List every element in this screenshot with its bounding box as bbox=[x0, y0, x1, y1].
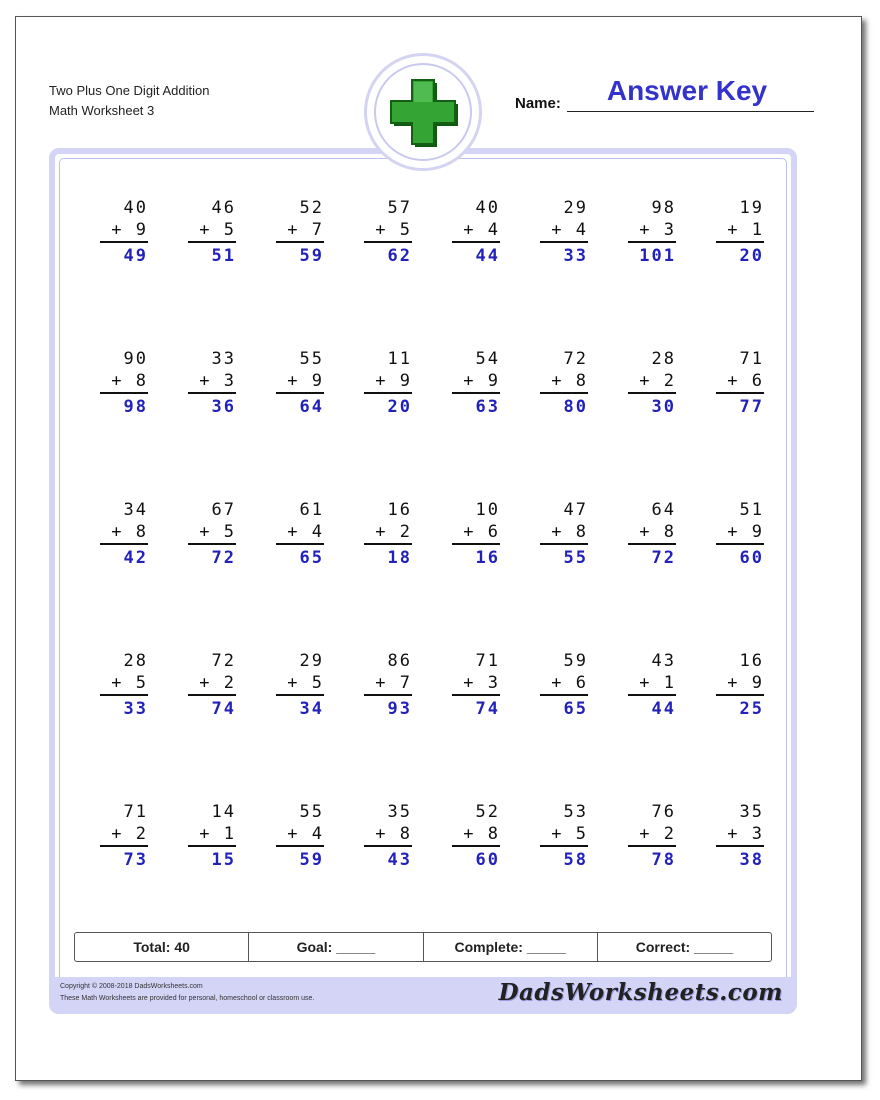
score-goal: Goal: _____ bbox=[249, 933, 423, 961]
addend-top: 67 bbox=[211, 500, 236, 520]
addend-bottom: + 2 bbox=[100, 823, 148, 847]
name-label: Name: bbox=[515, 95, 561, 112]
addition-problem bbox=[276, 197, 324, 267]
addend-top: 52 bbox=[299, 198, 324, 218]
addend-bottom: + 6 bbox=[540, 672, 588, 696]
addend-top: 72 bbox=[211, 651, 236, 671]
addend-bottom: + 1 bbox=[188, 823, 236, 847]
addend-bottom: + 3 bbox=[628, 219, 676, 243]
addend-bottom: + 4 bbox=[540, 219, 588, 243]
answer: 20 bbox=[387, 397, 412, 417]
addition-problem bbox=[628, 801, 676, 871]
addend-bottom: + 3 bbox=[188, 370, 236, 394]
answer: 77 bbox=[739, 397, 764, 417]
addition-problem bbox=[188, 499, 236, 569]
green-plus-icon bbox=[381, 70, 465, 154]
answer: 42 bbox=[123, 548, 148, 568]
addend-top: 46 bbox=[211, 198, 236, 218]
addend-bottom: + 8 bbox=[540, 521, 588, 545]
addition-problem bbox=[452, 801, 500, 871]
score-complete: Complete: _____ bbox=[424, 933, 598, 961]
answer: 55 bbox=[563, 548, 588, 568]
addend-top: 33 bbox=[211, 349, 236, 369]
answer: 33 bbox=[123, 699, 148, 719]
answer-key-text: Answer Key bbox=[606, 75, 768, 106]
addend-top: 72 bbox=[563, 349, 588, 369]
addend-bottom: + 5 bbox=[188, 521, 236, 545]
addend-top: 57 bbox=[387, 198, 412, 218]
answer: 36 bbox=[211, 397, 236, 417]
addition-problem bbox=[452, 197, 500, 267]
addend-bottom: + 8 bbox=[540, 370, 588, 394]
addend-top: 86 bbox=[387, 651, 412, 671]
addition-problem bbox=[628, 499, 676, 569]
problems-frame bbox=[49, 148, 797, 1014]
addend-bottom: + 8 bbox=[452, 823, 500, 847]
addend-top: 71 bbox=[123, 802, 148, 822]
problems-frame-inner bbox=[59, 158, 787, 1004]
answer: 80 bbox=[563, 397, 588, 417]
addend-top: 35 bbox=[387, 802, 412, 822]
addition-problem bbox=[276, 801, 324, 871]
addend-top: 29 bbox=[563, 198, 588, 218]
addition-problem bbox=[100, 348, 148, 418]
addition-problem bbox=[188, 801, 236, 871]
addend-top: 35 bbox=[739, 802, 764, 822]
addition-problem bbox=[188, 650, 236, 720]
answer: 58 bbox=[563, 850, 588, 870]
addend-bottom: + 4 bbox=[276, 823, 324, 847]
answer: 38 bbox=[739, 850, 764, 870]
worksheet-title bbox=[49, 81, 209, 121]
answer: 20 bbox=[739, 246, 764, 266]
addend-top: 34 bbox=[123, 500, 148, 520]
answer: 74 bbox=[475, 699, 500, 719]
answer: 60 bbox=[739, 548, 764, 568]
addend-bottom: + 3 bbox=[716, 823, 764, 847]
answer: 60 bbox=[475, 850, 500, 870]
logo-badge bbox=[364, 53, 482, 171]
addend-bottom: + 8 bbox=[100, 521, 148, 545]
copyright-line-2: These Math Worksheets are provided for personal, homeschool or classroom use. bbox=[60, 995, 315, 1002]
addend-bottom: + 5 bbox=[276, 672, 324, 696]
addition-problem bbox=[100, 499, 148, 569]
addition-problem bbox=[452, 650, 500, 720]
answer: 34 bbox=[299, 699, 324, 719]
addend-bottom: + 9 bbox=[716, 672, 764, 696]
addend-top: 52 bbox=[475, 802, 500, 822]
answer: 73 bbox=[123, 850, 148, 870]
addition-problem bbox=[716, 197, 764, 267]
addition-problem bbox=[452, 348, 500, 418]
addition-problem bbox=[276, 499, 324, 569]
title-line-1: Two Plus One Digit Addition bbox=[49, 83, 210, 98]
addend-top: 55 bbox=[299, 802, 324, 822]
answer: 65 bbox=[299, 548, 324, 568]
addend-bottom: + 3 bbox=[452, 672, 500, 696]
addition-problem bbox=[716, 348, 764, 418]
addition-problem bbox=[452, 499, 500, 569]
addition-problem bbox=[364, 801, 412, 871]
addend-bottom: + 6 bbox=[716, 370, 764, 394]
addend-top: 16 bbox=[739, 651, 764, 671]
addend-bottom: + 2 bbox=[628, 823, 676, 847]
addition-problem bbox=[716, 801, 764, 871]
addend-bottom: + 1 bbox=[628, 672, 676, 696]
addend-bottom: + 2 bbox=[188, 672, 236, 696]
answer: 93 bbox=[387, 699, 412, 719]
addend-bottom: + 4 bbox=[452, 219, 500, 243]
brand-logo: DadsWorksheets.com bbox=[498, 979, 783, 1006]
addend-bottom: + 5 bbox=[188, 219, 236, 243]
addition-problem bbox=[540, 348, 588, 418]
answer: 62 bbox=[387, 246, 412, 266]
addend-bottom: + 9 bbox=[452, 370, 500, 394]
addend-top: 76 bbox=[651, 802, 676, 822]
addend-top: 71 bbox=[475, 651, 500, 671]
addend-bottom: + 6 bbox=[452, 521, 500, 545]
addend-top: 28 bbox=[123, 651, 148, 671]
addend-top: 43 bbox=[651, 651, 676, 671]
addend-bottom: + 1 bbox=[716, 219, 764, 243]
answer: 49 bbox=[123, 246, 148, 266]
addend-top: 54 bbox=[475, 349, 500, 369]
addend-top: 53 bbox=[563, 802, 588, 822]
addition-problem bbox=[628, 650, 676, 720]
answer: 65 bbox=[563, 699, 588, 719]
addition-problem bbox=[540, 801, 588, 871]
footer-bar bbox=[49, 977, 797, 1014]
answer: 59 bbox=[299, 850, 324, 870]
addend-top: 47 bbox=[563, 500, 588, 520]
score-table bbox=[74, 932, 772, 962]
addend-top: 40 bbox=[123, 198, 148, 218]
addend-top: 98 bbox=[651, 198, 676, 218]
addend-top: 29 bbox=[299, 651, 324, 671]
answer: 44 bbox=[651, 699, 676, 719]
addend-top: 28 bbox=[651, 349, 676, 369]
title-line-2: Math Worksheet 3 bbox=[49, 103, 155, 118]
answer: 51 bbox=[211, 246, 236, 266]
answer: 59 bbox=[299, 246, 324, 266]
addend-top: 55 bbox=[299, 349, 324, 369]
answer: 72 bbox=[651, 548, 676, 568]
answer: 74 bbox=[211, 699, 236, 719]
addend-bottom: + 7 bbox=[276, 219, 324, 243]
addend-top: 90 bbox=[123, 349, 148, 369]
addition-problem bbox=[628, 348, 676, 418]
addition-problem bbox=[364, 650, 412, 720]
answer: 101 bbox=[639, 246, 676, 266]
addend-top: 10 bbox=[475, 500, 500, 520]
addend-top: 19 bbox=[739, 198, 764, 218]
addition-problem bbox=[188, 348, 236, 418]
answer: 43 bbox=[387, 850, 412, 870]
answer: 63 bbox=[475, 397, 500, 417]
addend-bottom: + 7 bbox=[364, 672, 412, 696]
answer: 33 bbox=[563, 246, 588, 266]
addend-top: 16 bbox=[387, 500, 412, 520]
addend-bottom: + 9 bbox=[276, 370, 324, 394]
addition-problem bbox=[540, 499, 588, 569]
addition-problem bbox=[188, 197, 236, 267]
addition-problem bbox=[276, 348, 324, 418]
addition-problem bbox=[716, 499, 764, 569]
answer: 44 bbox=[475, 246, 500, 266]
addend-bottom: + 4 bbox=[276, 521, 324, 545]
addition-problem bbox=[716, 650, 764, 720]
addend-bottom: + 9 bbox=[100, 219, 148, 243]
addend-top: 51 bbox=[739, 500, 764, 520]
answer: 15 bbox=[211, 850, 236, 870]
answer: 30 bbox=[651, 397, 676, 417]
score-total: Total: 40 bbox=[75, 933, 249, 961]
addition-problem bbox=[364, 499, 412, 569]
addition-problem bbox=[540, 650, 588, 720]
answer: 78 bbox=[651, 850, 676, 870]
addend-top: 59 bbox=[563, 651, 588, 671]
score-correct: Correct: _____ bbox=[635, 939, 734, 955]
addend-top: 64 bbox=[651, 500, 676, 520]
addition-problem bbox=[100, 650, 148, 720]
answer: 16 bbox=[475, 548, 500, 568]
addend-bottom: + 5 bbox=[540, 823, 588, 847]
answer: 72 bbox=[211, 548, 236, 568]
addend-bottom: + 8 bbox=[628, 521, 676, 545]
addend-bottom: + 9 bbox=[364, 370, 412, 394]
addend-bottom: + 5 bbox=[100, 672, 148, 696]
addend-top: 14 bbox=[211, 802, 236, 822]
addend-bottom: + 5 bbox=[364, 219, 412, 243]
addition-problem bbox=[628, 197, 676, 267]
addend-top: 11 bbox=[387, 349, 412, 369]
answer: 98 bbox=[123, 397, 148, 417]
addition-problem bbox=[364, 348, 412, 418]
addition-problem bbox=[276, 650, 324, 720]
addend-top: 40 bbox=[475, 198, 500, 218]
addend-bottom: + 2 bbox=[364, 521, 412, 545]
addition-problem bbox=[100, 801, 148, 871]
addend-bottom: + 9 bbox=[716, 521, 764, 545]
addition-problem bbox=[364, 197, 412, 267]
copyright-text bbox=[60, 981, 314, 1005]
addend-bottom: + 8 bbox=[364, 823, 412, 847]
addend-bottom: + 8 bbox=[100, 370, 148, 394]
answer: 25 bbox=[739, 699, 764, 719]
addition-problem bbox=[100, 197, 148, 267]
answer: 64 bbox=[299, 397, 324, 417]
addend-bottom: + 2 bbox=[628, 370, 676, 394]
addend-top: 71 bbox=[739, 349, 764, 369]
copyright-line-1: Copyright © 2008-2018 DadsWorksheets.com bbox=[60, 983, 203, 990]
name-field-line[interactable] bbox=[567, 111, 814, 112]
answer: 18 bbox=[387, 548, 412, 568]
addition-problem bbox=[540, 197, 588, 267]
addend-top: 61 bbox=[299, 500, 324, 520]
